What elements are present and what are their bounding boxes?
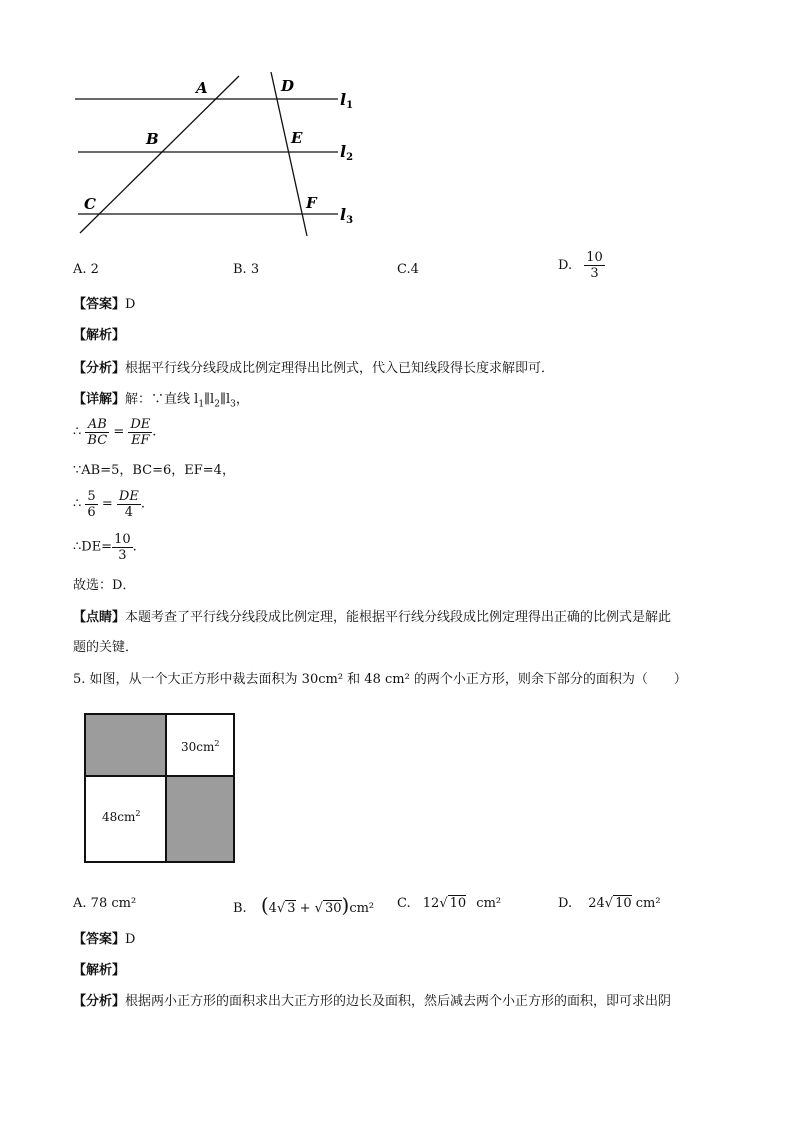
shaded-rect-top-left xyxy=(86,715,167,777)
point-d-label: D xyxy=(281,77,295,95)
line-l3-label: l3 xyxy=(340,205,354,226)
square-30 xyxy=(167,715,233,777)
q5-option-b: B. (4√ 3 + √ 30)cm² xyxy=(233,893,375,917)
q4-answer: 【答案】D xyxy=(73,297,136,312)
line-l1-label: l1 xyxy=(340,90,354,111)
q5-fenxi: 【分析】根据两小正方形的面积求出大正方形的边长及面积，然后减去两个小正方形的面积，即可求出阴 xyxy=(73,994,672,1009)
square-48 xyxy=(86,777,167,861)
q5-option-c: C. 12√ 10 cm² xyxy=(397,896,502,911)
line-l2-label: l2 xyxy=(340,142,354,163)
q4-option-c: C.4 xyxy=(397,262,419,277)
point-f-label: F xyxy=(306,194,317,212)
q4-option-d: D. $\frac{10}{3}$ xyxy=(558,250,603,281)
q4-given: ∵AB=5，BC=6，EF=4， xyxy=(73,463,235,478)
q4-result: ∴DE= $\frac{10}{3}$ . xyxy=(73,532,137,563)
point-a-label: A xyxy=(196,79,208,97)
shaded-rect-bottom-right xyxy=(167,777,233,861)
squares-figure xyxy=(84,713,235,863)
q4-fenxi: 【分析】根据平行线分线段成比例定理得出比例式，代入已知线段得长度求解即可． xyxy=(73,361,555,376)
point-e-label: E xyxy=(291,129,303,147)
transversal-def xyxy=(271,72,307,236)
q5-answer: 【答案】D xyxy=(73,932,136,947)
point-b-label: B xyxy=(146,130,159,148)
q4-detail: 【详解】解：∵直线 $l_1\parallel l_2\parallel l_3$， xyxy=(73,392,249,410)
q5-stem: 5. 如图，从一个大正方形中裁去面积为 30cm² 和 48 cm² 的两个小正方形，则余下部分的面积为（ ） xyxy=(73,672,687,687)
q5-analysis-heading: 【解析】 xyxy=(73,963,126,978)
q4-dianjing: 【点睛】本题考查了平行线分线段成比例定理，能根据平行线分线段成比例定理得出正确的比例式是解此 xyxy=(73,610,672,625)
square-48-label: $48cm^2$ xyxy=(102,809,141,824)
square-30-label: $30cm^2$ xyxy=(181,739,220,754)
point-c-label: C xyxy=(84,195,96,213)
q4-proportion-2: ∴ $\frac{5}{6}$ = $\frac{DE}{4}$ . xyxy=(73,489,145,520)
q4-analysis-heading: 【解析】 xyxy=(73,328,126,343)
q4-option-a: A. 2 xyxy=(73,262,99,277)
q4-option-b: B. 3 xyxy=(233,262,260,277)
q4-proportion-1: ∴ $\frac{AB}{BC}$ = $\frac{DE}{EF}$ . xyxy=(73,417,157,448)
q4-choose: 故选：D． xyxy=(73,578,136,593)
q4-dianjing-cont: 题的关键． xyxy=(73,640,139,655)
q5-option-d: D. 24√ 10 cm² xyxy=(558,896,661,911)
q5-option-a: A. 78 cm² xyxy=(73,896,137,911)
parallel-lines-figure xyxy=(70,68,370,240)
